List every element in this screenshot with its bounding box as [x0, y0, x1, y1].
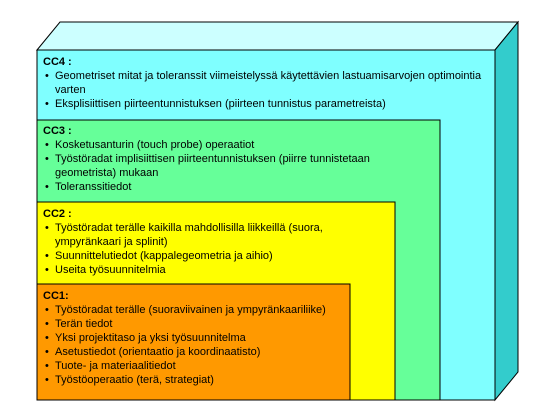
cc3-item: • Kosketusanturin (touch probe) operaatiot [43, 138, 423, 152]
cc1-title: CC1: [43, 290, 69, 302]
cc1-item: • Tuote- ja materiaalitiedot [43, 359, 348, 373]
cc1-section [43, 289, 348, 387]
cc3-item: • Toleranssitiedot [43, 180, 423, 194]
cc4-item: • Geometriset mitat ja toleranssit viimeistelyssä käytettävien lastuamisarvojen optimointia varten [43, 69, 483, 97]
cc2-title: CC2 : [43, 208, 72, 220]
cc4-side-face [495, 22, 518, 400]
cc1-item-list [43, 303, 348, 387]
cc1-item: • Työstöradat terälle (suoraviivainen ja ympyränkaariliike) [43, 303, 348, 317]
cc2-item: • Useita työsuunnitelmia [43, 263, 385, 277]
cc4-item-list [43, 69, 483, 111]
cc1-item: • Asetustiedot (orientaatio ja koordinaatisto) [43, 345, 348, 359]
cc4-item: • Eksplisiittisen piirteentunnistuksen (piirteen tunnistus parametreista) [43, 97, 483, 111]
cc4-title: CC4 : [43, 56, 72, 68]
cc4-top-face [37, 22, 518, 50]
cc3-title: CC3 : [43, 125, 72, 137]
cc3-item-list [43, 138, 423, 194]
cc2-item-list [43, 221, 385, 277]
cc3-item: • Työstöradat implisiittisen piirteentunnistuksen (piirre tunnistetaan geometrista) mukaan [43, 152, 423, 180]
cc1-item: • Terän tiedot [43, 317, 348, 331]
cc1-item: • Yksi projektitaso ja yksi työsuunnitelma [43, 331, 348, 345]
cc3-section [43, 124, 423, 194]
cc4-section [43, 55, 483, 111]
cc2-section [43, 207, 385, 277]
cc2-item: • Työstöradat terälle kaikilla mahdollisilla liikkeillä (suora, ympyränkaari ja splinit) [43, 221, 385, 249]
cc1-item: • Työstöoperaatio (terä, strategiat) [43, 373, 348, 387]
cc2-item: • Suunnittelutiedot (kappalegeometria ja aihio) [43, 249, 385, 263]
